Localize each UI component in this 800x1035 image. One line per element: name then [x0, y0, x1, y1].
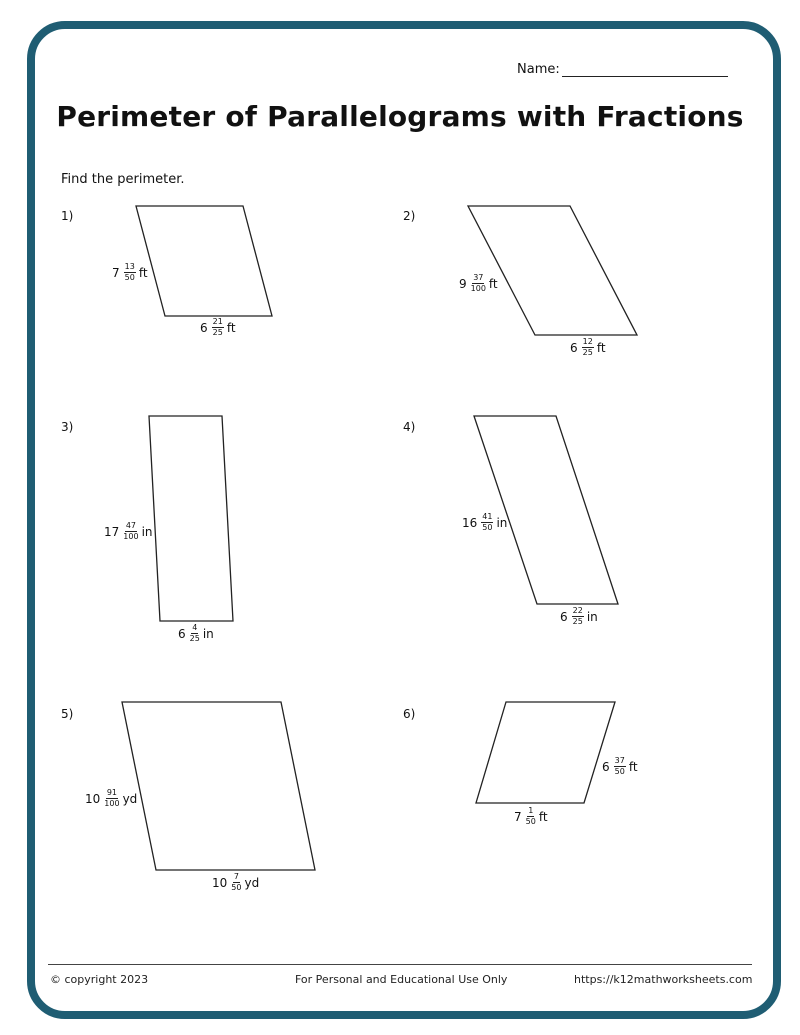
- problem-6-base-measure: 7 $\frac{1}{50}$ ft: [514, 806, 548, 826]
- parallelogram-6: [476, 702, 615, 803]
- footer-usage: For Personal and Educational Use Only: [295, 973, 508, 986]
- parallelogram-2: [468, 206, 637, 335]
- problem-6-side-measure: 6 $\frac{37}{50}$ ft: [602, 756, 638, 776]
- parallelogram-1: [136, 206, 272, 316]
- problem-6-number: 6): [403, 707, 416, 721]
- problem-4-side-measure: 16 $\frac{41}{50}$ in: [462, 512, 508, 532]
- problem-5-side-measure: 10 $\frac{91}{100}$ yd: [85, 788, 138, 808]
- problem-3-base-measure: 6 $\frac{4}{25}$ in: [178, 623, 214, 643]
- instructions: Find the perimeter.: [61, 172, 185, 187]
- problem-5-base-measure: 10 $\frac{7}{50}$ yd: [212, 872, 260, 892]
- footer-copyright: © copyright 2023: [50, 973, 149, 986]
- problem-1-side-measure: 7 $\frac{13}{50}$ ft: [112, 262, 148, 282]
- footer-website-link[interactable]: https://k12mathworksheets.com: [574, 973, 753, 986]
- problem-2-number: 2): [403, 209, 416, 223]
- problem-2-side-measure: 9 $\frac{37}{100}$ ft: [459, 273, 498, 293]
- page-title: Perimeter of Parallelograms with Fractions: [56, 100, 744, 133]
- problem-4-number: 4): [403, 420, 416, 434]
- parallelogram-5: [122, 702, 315, 870]
- problem-4-base-measure: 6 $\frac{22}{25}$ in: [560, 606, 598, 626]
- footer-divider: [48, 964, 752, 965]
- problem-2-base-measure: 6 $\frac{12}{25}$ ft: [570, 337, 606, 357]
- problem-1-number: 1): [61, 209, 74, 223]
- problem-5-number: 5): [61, 707, 74, 721]
- problem-3-side-measure: 17 $\frac{47}{100}$ in: [104, 521, 153, 541]
- parallelogram-4: [474, 416, 618, 604]
- name-label: Name:: [517, 62, 560, 77]
- problem-1-base-measure: 6 $\frac{21}{25}$ ft: [200, 317, 236, 337]
- parallelogram-3: [149, 416, 233, 621]
- problem-3-number: 3): [61, 420, 74, 434]
